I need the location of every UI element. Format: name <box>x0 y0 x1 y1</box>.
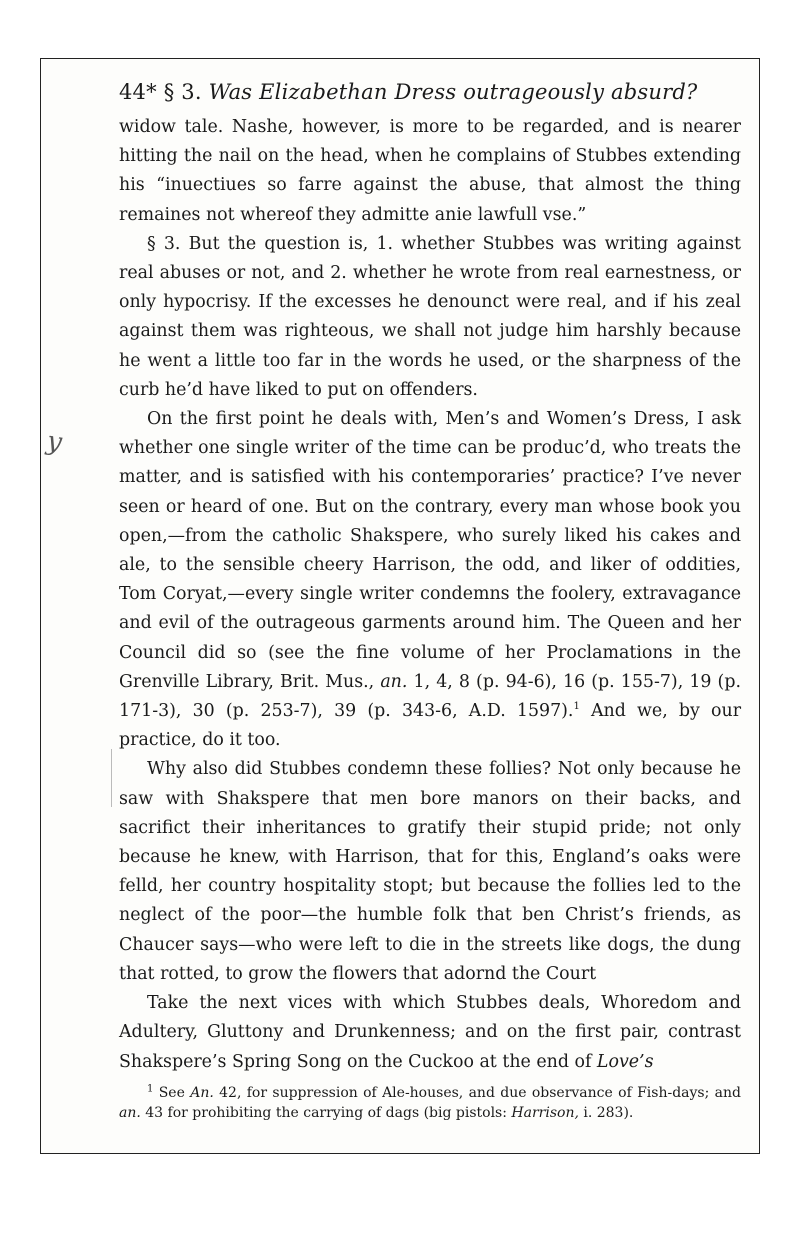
page-number: 44* <box>119 80 157 104</box>
margin-pencil-line <box>111 749 112 807</box>
paragraph-1: widow tale. Nashe, however, is more to be regarded, and is nearer hitting the nail on the head, when he complains of Stubbes extending his “inuectiues so farre against the abuse, that almost the thing remaines not whereof they admitte anie lawfull vse.” <box>119 117 741 225</box>
paragraph-5 <box>119 989 741 1077</box>
footnote-ref[interactable]: 1 <box>573 701 580 713</box>
footnote-text: i. 283). <box>578 1104 634 1121</box>
paragraph-2: § 3. But the question is, 1. whether Stubbes was writing against real abuses or not, and 2. whether he wrote from real earnestness, or only hypocrisy. If the excesses he denounct were real, and if his zeal against them was righteous, we shall not judge him harshly because he went a little too far in the words he used, or the sharpness of the curb he’d have liked to put on offenders. <box>119 233 741 400</box>
footnote-text: 43 for prohibiting the carrying of dags (big pistols: <box>140 1104 512 1121</box>
footnote-marker: 1 <box>147 1083 154 1095</box>
page-frame <box>40 58 760 1154</box>
footnote-italic: an. <box>119 1104 141 1121</box>
footnote-italic: Harrison, <box>511 1104 579 1121</box>
footnote-1 <box>119 1083 741 1123</box>
section-mark: § 3. <box>163 80 202 104</box>
page-content <box>119 77 741 1123</box>
margin-pencil-mark: y <box>44 426 64 458</box>
footnote-text: See <box>153 1084 191 1101</box>
footnote-text: 42, for suppression of Ale-houses, and due observance of Fish-days; and <box>213 1084 741 1101</box>
paragraph-3-text: On the first point he deals with, Men’s and Women’s Dress, I ask whether one single writer of the time can be produc’d, who treats the matter, and is satisfied with his contemporaries’ practice? I’ve never seen or heard of one. But on the contrary, every man whose book you open,—from the catholic Shakspere, who surely liked his cakes and ale, to the sensible cheery Harrison, the odd, and liker of oddities, Tom Coryat,—every single writer condemns the foolery, extravagance and evil of the outrageous garments around him. The Queen and her Council did so (see the fine volume of her Proclamations in the Grenville Library, Brit. Mus., <box>119 409 741 692</box>
paragraph-3 <box>119 405 741 755</box>
paragraph-5-italic: Love’s <box>596 1051 654 1072</box>
running-header <box>119 77 741 107</box>
paragraph-4: Why also did Stubbes condemn these follies? Not only because he saw with Shakspere that men bore manors on their backs, and sacrifict their inheritances to gratify their stupid pride; not only because he knew, with Harrison, that for this, England’s oaks were felld, her country hospitality stopt; but because the follies led to the neglect of the poor—the humble folk that ben Christ’s friends, as Chaucer says—who were left to die in the streets like dogs, the dung that rotted, to grow the flowers that adornd the Court <box>119 759 741 984</box>
footnotes <box>119 1083 741 1123</box>
paragraph-3-end: And we, by our practice, do it too. <box>119 701 742 751</box>
paragraph-3-tail: 1, 4, 8 (p. 94-6), 16 (p. 155-7), 19 (p. 171-3), 30 (p. 253-7), 39 (p. 343-6, A.D. 1597). <box>119 671 741 722</box>
header-title: Was Elizabethan Dress outrageously absurd? <box>208 80 698 104</box>
paragraph-3-italic: an. <box>380 671 408 692</box>
paragraph-5-text: Take the next vices with which Stubbes deals, Whoredom and Adultery, Gluttony and Drunkenness; and on the first pair, contrast Shakspere’s Spring Song on the Cuckoo at the end of <box>119 993 741 1072</box>
footnote-italic: An. <box>190 1084 214 1101</box>
